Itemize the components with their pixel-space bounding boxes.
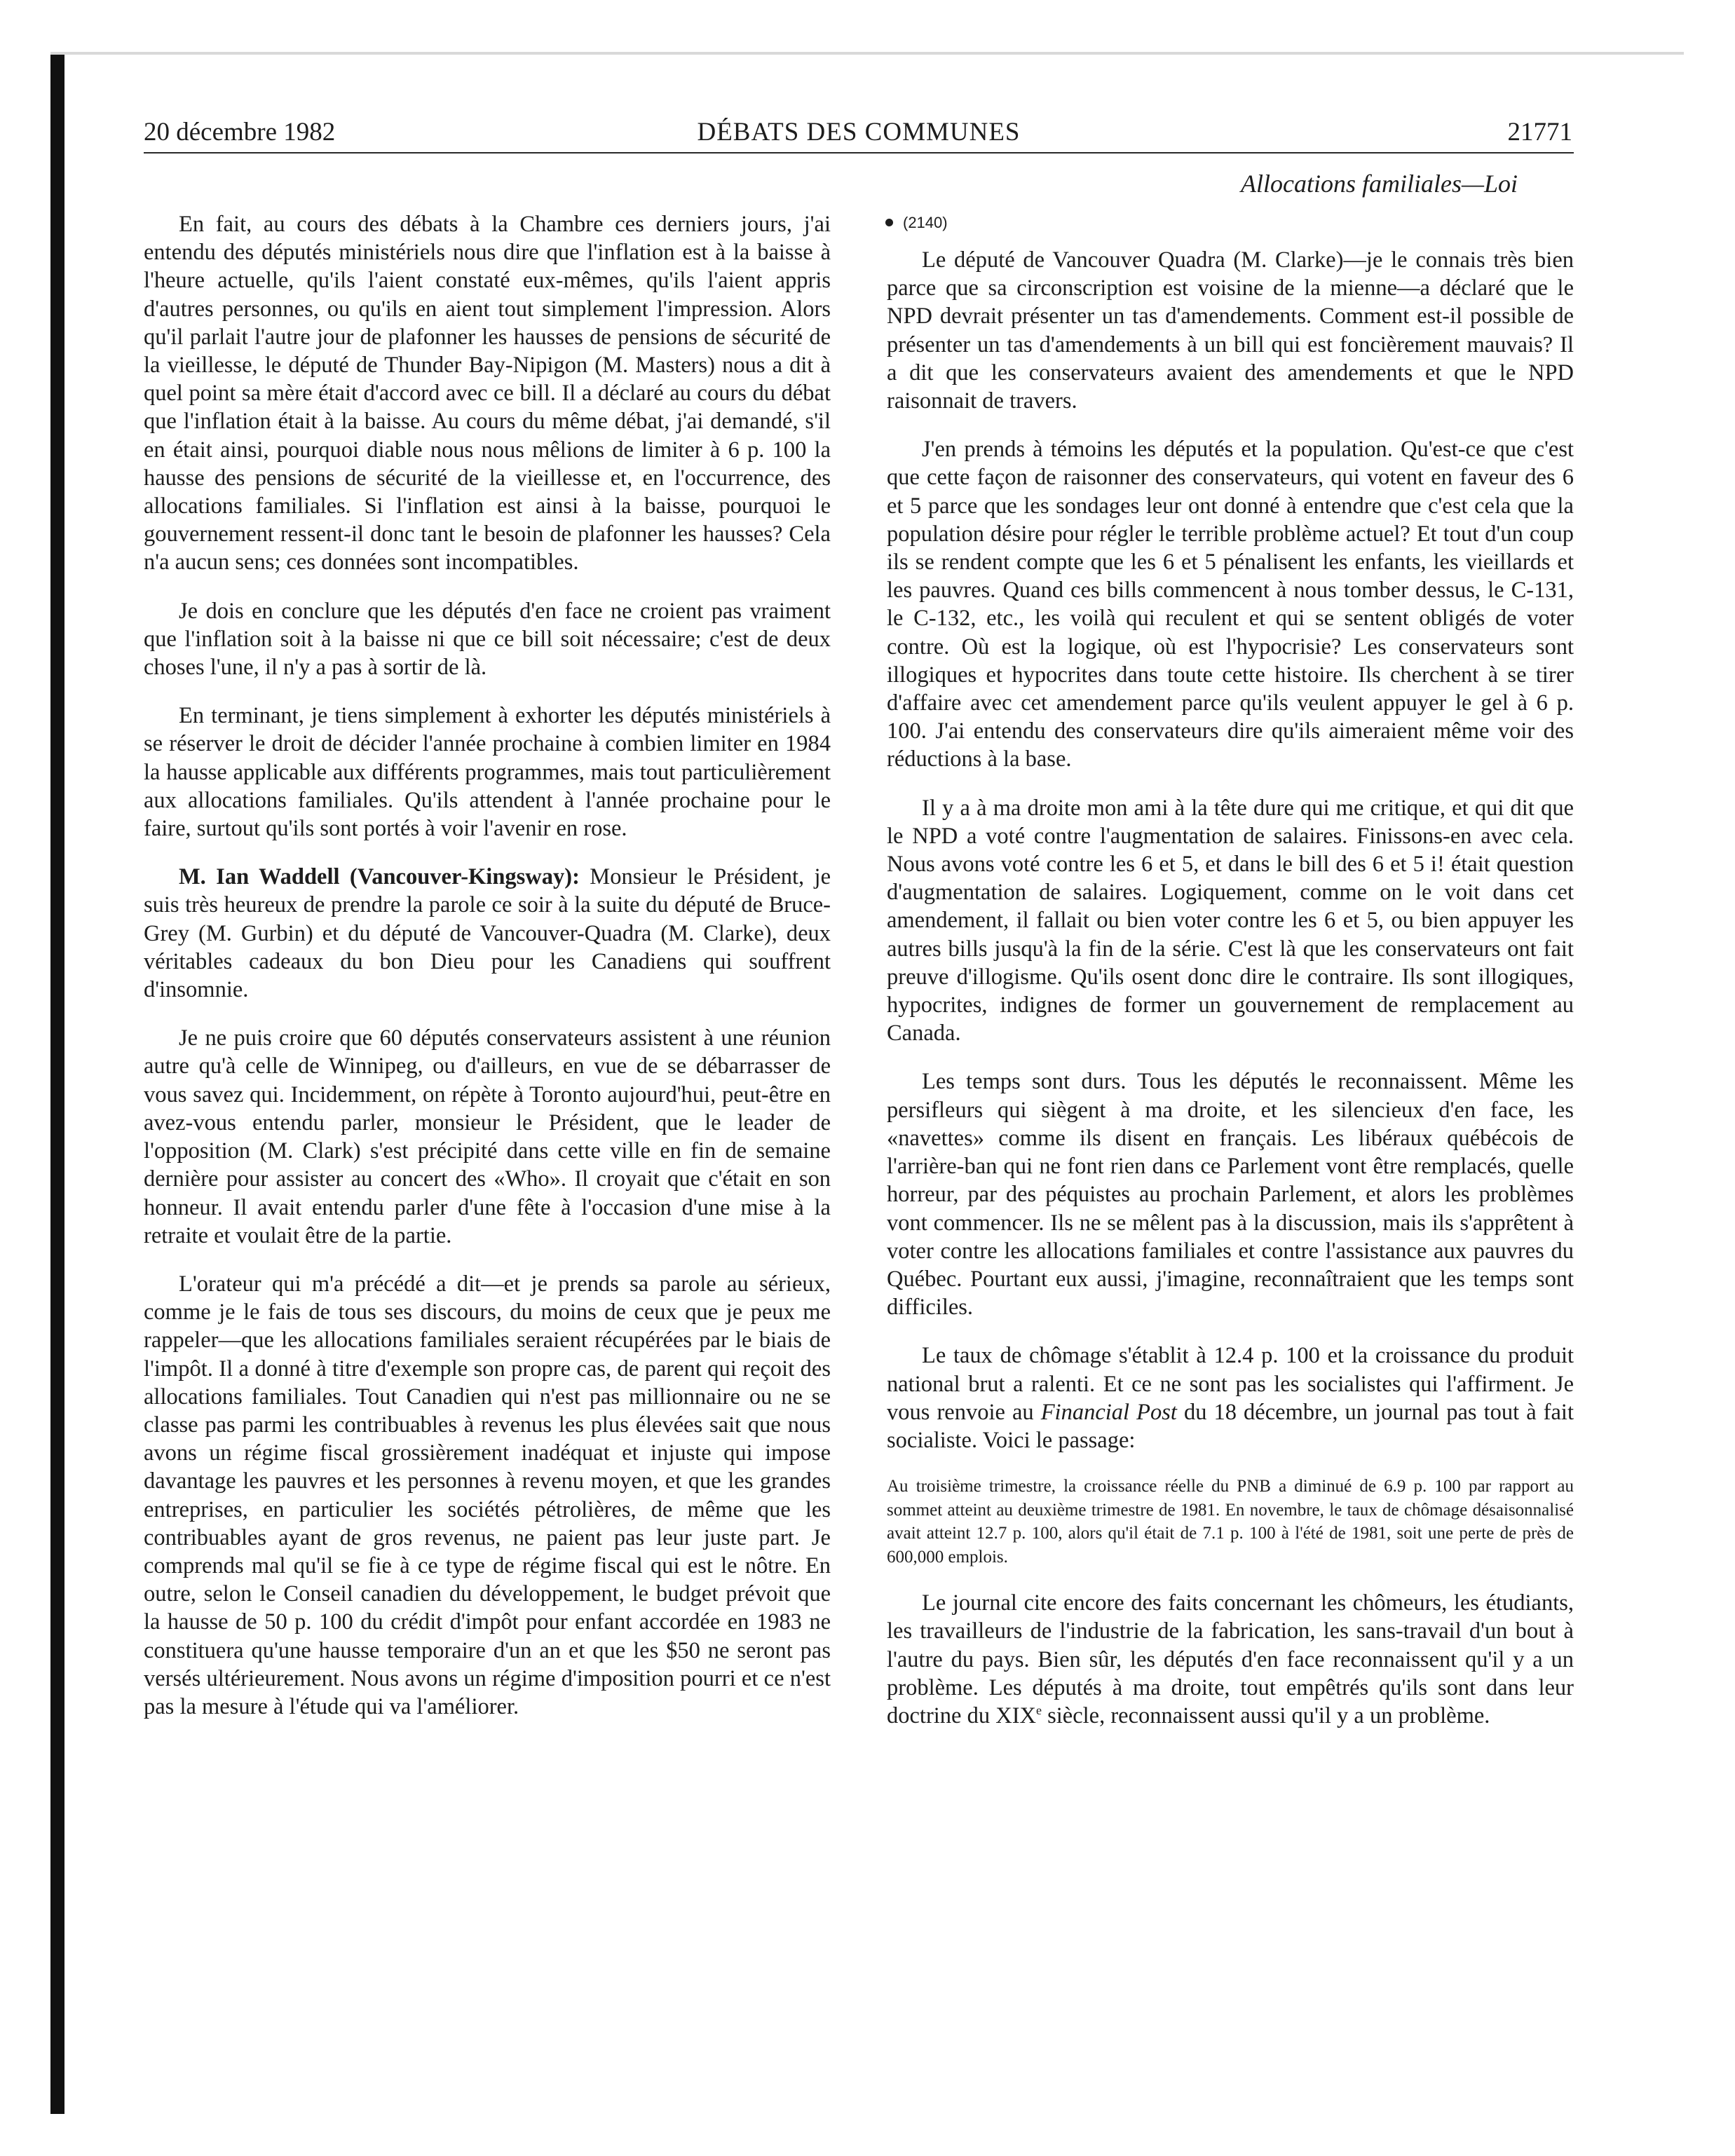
paragraph: L'orateur qui m'a précédé a dit—et je prends sa parole au sérieux, comme je le fais de tous ses discours, du moins de ceux que je peux me rappeler—que les allocations familiales seraient récupérées par le biais de l'impôt. Il a donné à titre d'exemple son propre cas, de parent qui reçoit des allocations familiales. Tout Canadien qui n'est pas millionnaire ou ne se classe pas parmi les contribuables à revenus les plus élevées sait que nous avons un régime fiscal grossièrement inadéquat et injuste qui impose davantage les pauvres et les personnes à revenu moyen, et que les grandes entreprises, en particulier les sociétés pétrolières, de même que les contribuables ayant de gros revenus, ne paient pas leur juste part. Je comprends mal qu'il se fie à ce type de régime fiscal qui est le nôtre. En outre, selon le Conseil canadien du développement, le budget prévoit que la hausse de 50 p. 100 du crédit d'impôt pour enfant accordée en 1983 ne constituera qu'une hausse temporaire d'un an et que les $50 ne seront pas versés ultérieurement. Nous avons un régime d'imposition pourri et ce n'est pas la mesure à l'étude qui va l'améliorer. bbox=[144, 1271, 831, 1719]
paragraph: Je ne puis croire que 60 députés conservateurs assistent à une réunion autre qu'à celle de Winnipeg, ou d'ailleurs, en vue de se débarrasser de vous savez qui. Incidemment, on répète à Toronto aujourd'hui, peut-être en avez-vous entendu parler, monsieur le Président, que le leader de l'opposition (M. Clark) s'est précipité dans cette ville en fin de semaine dernière pour assister au concert des «Who». Il croyait que c'était en son honneur. Il avait entendu parler d'une fête à l'occasion d'une mise à la retraite et voulait être de la partie. bbox=[144, 1025, 831, 1248]
page-number: 21771 bbox=[1507, 118, 1572, 146]
paragraph bbox=[144, 863, 831, 1004]
speaker-name: M. Ian Waddell (Vancouver-Kingsway): bbox=[179, 864, 580, 890]
paragraph bbox=[887, 1342, 1574, 1454]
page bbox=[144, 109, 1574, 2099]
speech-text: du 18 décembre, un journal pas tout à fait socialiste. Voici le passage: bbox=[887, 1399, 1574, 1453]
time-marker-label: (2140) bbox=[903, 214, 948, 231]
publication-name: Financial Post bbox=[1040, 1399, 1177, 1425]
block-quote: Au troisième trimestre, la croissance réelle du PNB a diminué de 6.9 p. 100 par rapport au sommet atteint au deuxième trimestre de 1981. En novembre, le taux de chômage désaisonnalisé avait atteint 12.7 p. 100, alors qu'il était de 7.1 p. 100 à l'été de 1981, soit une perte de près de 600,000 emplois. bbox=[887, 1477, 1574, 1567]
paragraph: Le député de Vancouver Quadra (M. Clarke)—je le connais très bien parce que sa circonscription est voisine de la mienne—a déclaré que le NPD devrait présenter un tas d'amendements. Comment est-il possible de présenter un tas d'amendements à un bill qui est foncièrement mauvais? Il a dit que les conservateurs avaient des amendements et que le NPD raisonnait de travers. bbox=[887, 247, 1574, 414]
publication-title: DÉBATS DES COMMUNES bbox=[697, 118, 1021, 146]
time-marker bbox=[885, 212, 948, 233]
paragraph: J'en prends à témoins les députés et la population. Qu'est-ce que c'est que cette façon de raisonner des conservateurs, qui votent en faveur des 6 et 5 parce que les sondages leur ont donné à entendre que c'est cela que la population désire pour régler le terrible problème actuel? Et tout d'un coup ils se rendent compte que les 6 et 5 pénalisent les enfants, les vieillards et les pauvres. Quand ces bills commencent à nous tomber dessus, le C-131, le C-132, etc., les voilà qui reculent et qui se sentent obligés de voter contre. Où est la logique, où est l'hypocrisie? Les conservateurs sont illogiques et hypocrites dans toute cette histoire. Ils cherchent à se tirer d'affaire avec cet amendement parce qu'ils veulent appuyer le gel à 6 p. 100. J'ai entendu des conservateurs dire qu'ils aimeraient même voir des réductions à la base. bbox=[887, 437, 1574, 772]
bullet-icon bbox=[885, 219, 893, 226]
header-date: 20 décembre 1982 bbox=[144, 118, 336, 146]
scan-edge-top bbox=[50, 52, 1684, 55]
paragraph: En fait, au cours des débats à la Chambre ces derniers jours, j'ai entendu des députés ministériels nous dire que l'inflation est à la baisse à l'heure actuelle, qu'ils l'aient constaté eux-mêmes, qu'ils l'aient appris d'autres personnes, ou qu'ils en aient tout simplement l'impression. Alors qu'il parlait l'autre jour de plafonner les hausses de pensions de sécurité de la vieillesse, le député de Thunder Bay-Nipigon (M. Masters) nous a dit à quel point sa mère était d'accord avec ce bill. Il a déclaré au cours du débat que l'inflation était à la baisse. Au cours du même débat, j'ai demandé, s'il en était ainsi, pourquoi diable nous nous mêlions de limiter à 6 p. 100 la hausse des pensions de sécurité de la vieillesse et, en l'occurrence, des allocations familiales. Si l'inflation est ainsi à la baisse, pourquoi le gouvernement ressent-il donc tant le besoin de plafonner les hausses? Cela n'a aucun sens; ces données sont incompatibles. bbox=[144, 212, 831, 575]
paragraph: Les temps sont durs. Tous les députés le reconnaissent. Même les persifleurs qui siègent à ma droite, et les silencieux d'en face, les «navettes» comme ils disent en français. Les libéraux québécois de l'arrière-ban qui ne font rien dans ce Parlement vont être remplacés, quelle horreur, par des péquistes au prochain Parlement, et alors les problèmes vont commencer. Ils ne se mêlent pas à la discussion, mais ils s'apprêtent à voter contre les allocations familiales et contre l'assistance aux pauvres du Québec. Pourtant eux aussi, j'imagine, reconnaîtraient que les temps sont difficiles. bbox=[887, 1069, 1574, 1321]
right-column bbox=[887, 246, 1574, 1750]
subject-heading: Allocations familiales—Loi bbox=[1240, 170, 1518, 198]
superscript: e bbox=[1036, 1703, 1042, 1718]
paragraph: Il y a à ma droite mon ami à la tête dure qui me critique, et qui dit que le NPD a voté contre l'augmentation de salaires. Finissons-en avec cela. Nous avons voté contre les 6 et 5, et dans le bill des 6 et 5 i! était question d'augmentation de salaires. Logiquement, comme on le voit dans cet amendement, il fallait ou bien voter contre les 6 et 5, ou bien appuyer les autres bills jusqu'à la fin de la série. C'est là que les conservateurs ont fait preuve d'illogisme. Qu'ils osent donc dire le contraire. Ils sont illogiques, hypocrites, indignes de former un gouvernement de remplacement au Canada. bbox=[887, 795, 1574, 1046]
speech-text: Le journal cite encore des faits concernant les chômeurs, les étudiants, les travailleurs de l'industrie de la fabrication, les sans-travail d'un bout à l'autre du pays. Bien sûr, les députés d'en face reconnaissent qu'il y a un problème. Les députés à ma droite, tout empêtrés qu'ils sont dans leur doctrine du XIX bbox=[887, 1590, 1574, 1728]
paragraph: En terminant, je tiens simplement à exhorter les députés ministériels à se réserver le droit de décider l'année prochaine à combien limiter en 1984 la hausse applicable aux différents programmes, mais tout particulièrement aux allocations familiales. Qu'ils attendent à l'année prochaine pour le faire, surtout qu'ils sont portés à voir l'avenir en rose. bbox=[144, 703, 831, 842]
left-column bbox=[144, 210, 831, 1741]
speech-text: siècle, reconnaissent aussi qu'il y a un problème. bbox=[1042, 1703, 1490, 1728]
scan-edge bbox=[50, 52, 64, 2114]
running-header bbox=[144, 109, 1574, 153]
speech-text: Monsieur le Président, je suis très heureux de prendre la parole ce soir à la suite du député de Bruce-Grey (M. Gurbin) et du député de Vancouver-Quadra (M. Clarke), deux véritables cadeaux du bon Dieu pour les Canadiens qui souffrent d'insomnie. bbox=[144, 864, 831, 1003]
paragraph bbox=[887, 1589, 1574, 1730]
speech-text: Le taux de chômage s'établit à 12.4 p. 100 et la croissance du produit national brut a ralenti. Et ce ne sont pas les socialistes qui l'affirment. Je vous renvoie au bbox=[887, 1343, 1574, 1425]
paragraph: Je dois en conclure que les députés d'en face ne croient pas vraiment que l'inflation soit à la baisse ni que ce bill soit nécessaire; c'est de deux choses l'une, il n'y a pas à sortir de là. bbox=[144, 598, 831, 681]
